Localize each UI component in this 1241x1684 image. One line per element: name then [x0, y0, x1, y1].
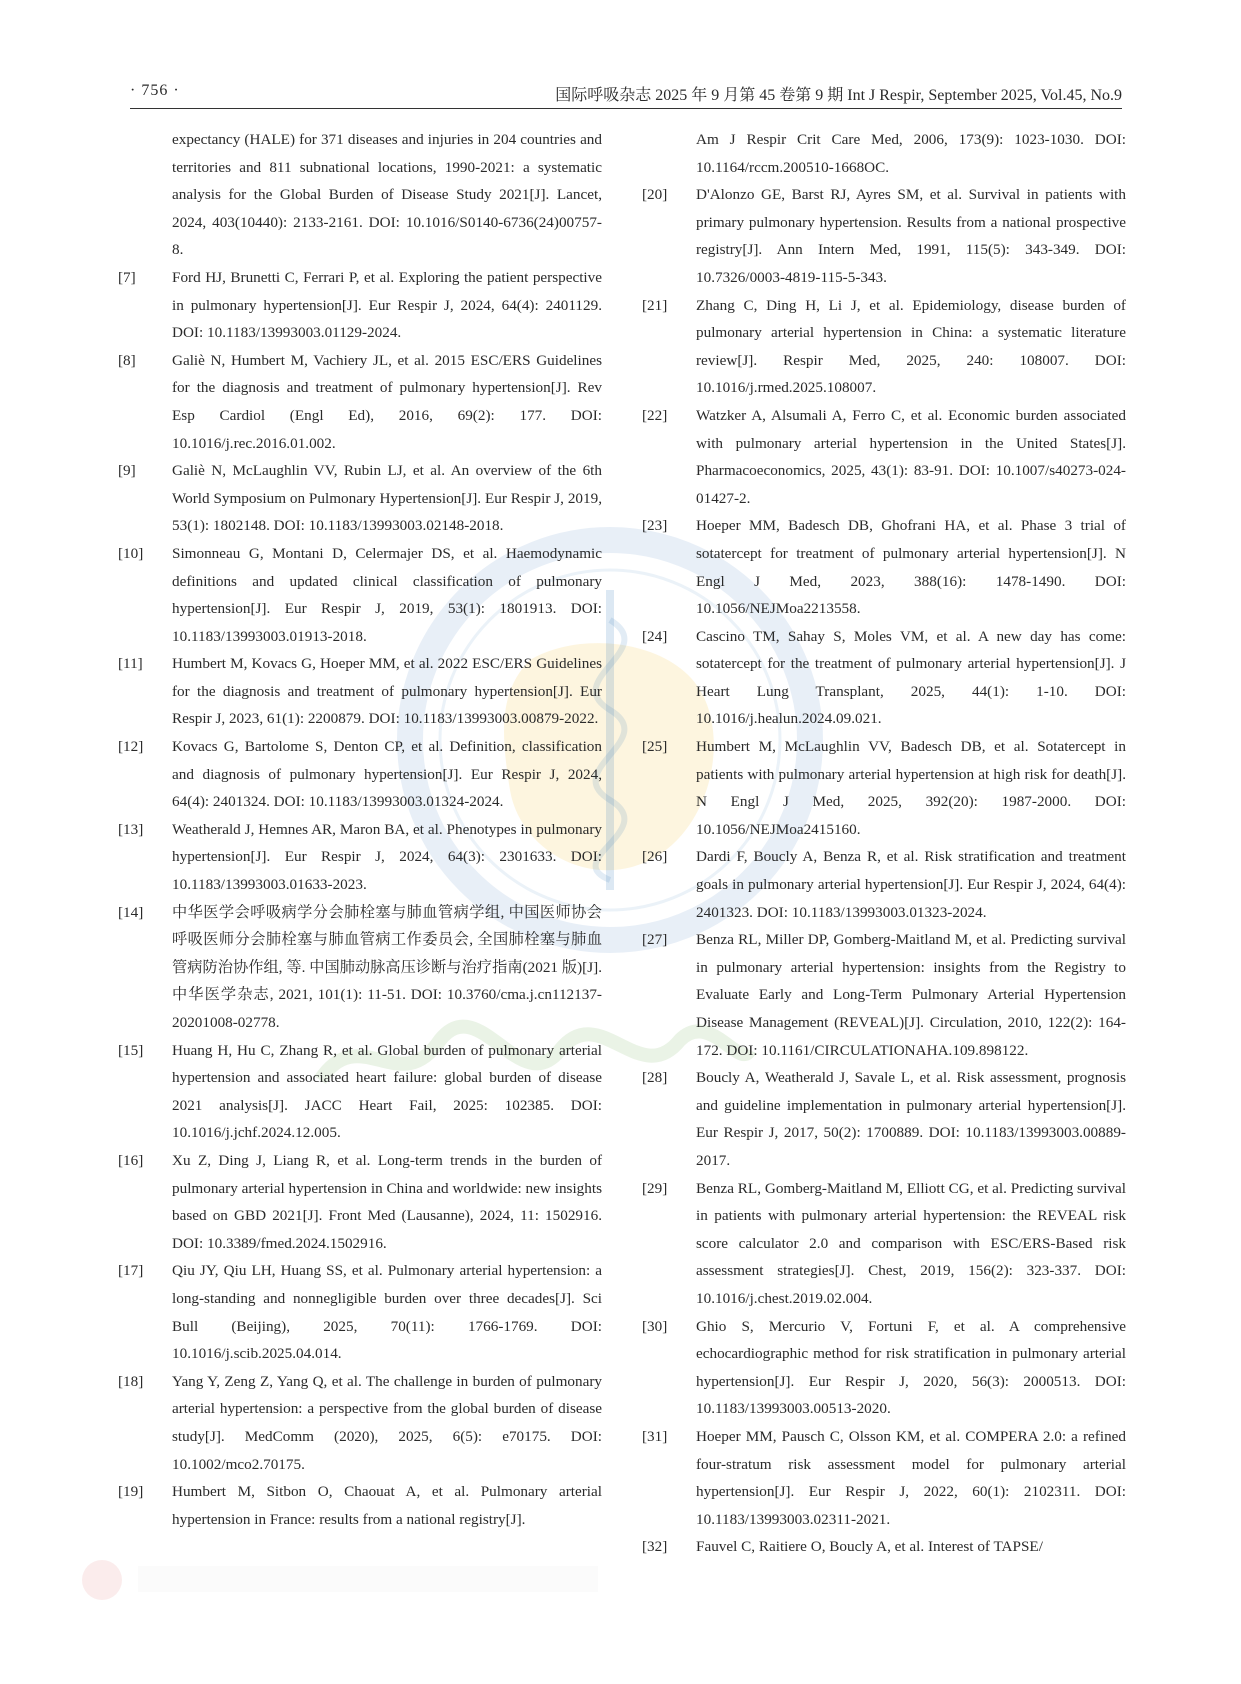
reference-text: Qiu JY, Qiu LH, Huang SS, et al. Pulmonary arterial hypertension: a long-standing and nonnegligible burden over three decades[J]. Sci Bull (Beijing), 2025, 70(11): 1766-1769. DOI: 10.1016/j.scib.2025.04.014. [172, 1262, 602, 1363]
references-right-column [642, 126, 1126, 1561]
reference-text: Watzker A, Alsumali A, Ferro C, et al. Economic burden associated with pulmonary arterial hypertension in the United States[J]. Pharmacoeconomics, 2025, 43(1): 83-91. DOI: 10.1007/s40273-024-01427-2. [696, 406, 1126, 507]
reference-item [118, 540, 602, 650]
reference-item [642, 402, 1126, 512]
reference-text: Ghio S, Mercurio V, Fortuni F, et al. A comprehensive echocardiographic method for risk stratification in pulmonary arterial hypertension[J]. Eur Respir J, 2020, 56(3): 2000513. DOI: 10.1183/13993003.00513-2020. [696, 1317, 1126, 1418]
reference-text: D'Alonzo GE, Barst RJ, Ayres SM, et al. Survival in patients with primary pulmonary hypertension. Results from a national prospective registry[J]. Ann Intern Med, 1991, 115(5): 343-349. DOI: 10.7326/0003-4819-115-5-343. [696, 186, 1126, 286]
reference-item [642, 1313, 1126, 1423]
reference-item [118, 733, 602, 816]
reference-number: [26] [642, 848, 668, 866]
reference-item [642, 126, 1126, 181]
reference-text: Hoeper MM, Badesch DB, Ghofrani HA, et al. Phase 3 trial of sotatercept for treatment of pulmonary arterial hypertension[J]. N Engl J Med, 2023, 388(16): 1478-1490. DOI: 10.1056/NEJMoa2213558. [696, 517, 1126, 618]
reference-item [642, 1175, 1126, 1313]
reference-text: Dardi F, Boucly A, Benza R, et al. Risk stratification and treatment goals in pulmonary arterial hypertension[J]. Eur Respir J, 2024, 64(4): 2401323. DOI: 10.1183/13993003.01323-2024. [696, 848, 1126, 921]
page-number: · 756 · [130, 82, 180, 99]
reference-item [642, 1064, 1126, 1174]
reference-item [118, 899, 602, 1037]
reference-text: Cascino TM, Sahay S, Moles VM, et al. A new day has come: sotatercept for the treatment of pulmonary arterial hypertension[J]. J Heart Lung Transplant, 2025, 44(1): 1-10. DOI: 10.1016/j.healun.2024.09.021. [696, 627, 1126, 728]
reference-item [642, 512, 1126, 622]
reference-item [118, 347, 602, 457]
reference-text: Yang Y, Zeng Z, Yang Q, et al. The challenge in burden of pulmonary arterial hypertension: a perspective from the global burden of disease study[J]. MedComm (2020), 2025, 6(5): e70175. DOI: 10.1002/mco2.70175. [172, 1372, 602, 1473]
page-header [130, 80, 1122, 109]
journal-citation: 国际呼吸杂志 2025 年 9 月第 45 卷第 9 期 Int J Respir, September 2025, Vol.45, No.9 [555, 87, 1122, 104]
reference-text: Benza RL, Gomberg-Maitland M, Elliott CG, et al. Predicting survival in patients with pulmonary arterial hypertension: the REVEAL risk score calculator 2.0 and comparison with ESC/ERS-Based risk assessment strategies[J]. Chest, 2019, 156(2): 323-337. DOI: 10.1016/j.chest.2019.02.004. [696, 1179, 1126, 1307]
reference-number: [7] [118, 268, 136, 286]
reference-number: [9] [118, 462, 136, 480]
reference-text: Am J Respir Crit Care Med, 2006, 173(9): 1023-1030. DOI: 10.1164/rccm.200510-1668OC. [696, 131, 1126, 176]
reference-number: [27] [642, 931, 668, 949]
reference-text: Xu Z, Ding J, Liang R, et al. Long-term trends in the burden of pulmonary arterial hypertension in China and worldwide: new insights based on GBD 2021[J]. Front Med (Lausanne), 2024, 11: 1502916. DOI: 10.3389/fmed.2024.1502916. [172, 1151, 602, 1252]
reference-number: [23] [642, 517, 668, 535]
reference-number: [31] [642, 1427, 668, 1445]
reference-number: [12] [118, 738, 144, 756]
reference-item [118, 816, 602, 899]
reference-item [118, 1368, 602, 1478]
reference-text: Galiè N, Humbert M, Vachiery JL, et al. 2015 ESC/ERS Guidelines for the diagnosis and treatment of pulmonary hypertension[J]. Rev Esp Cardiol (Engl Ed), 2016, 69(2): 177. DOI: 10.1016/j.rec.2016.01.002. [172, 351, 602, 452]
reference-number: [8] [118, 351, 136, 369]
reference-number: [28] [642, 1069, 668, 1087]
reference-text: Zhang C, Ding H, Li J, et al. Epidemiology, disease burden of pulmonary arterial hypertension in China: a systematic literature review[J]. Respir Med, 2025, 240: 108007. DOI: 10.1016/j.rmed.2025.108007. [696, 296, 1126, 397]
reference-item [642, 623, 1126, 733]
reference-text: Simonneau G, Montani D, Celermajer DS, et al. Haemodynamic definitions and updated clinical classification of pulmonary hypertension[J]. Eur Respir J, 2019, 53(1): 1801913. DOI: 10.1183/13993003.01913-2018. [172, 544, 602, 645]
reference-text: expectancy (HALE) for 371 diseases and injuries in 204 countries and territories and 811 subnational locations, 1990-2021: a systematic analysis for the Global Burden of Disease Study 2021[J]. Lancet, 2024, 403(10440): 2133-2161. DOI: 10.1016/S0140-6736(24)00757-8. [172, 131, 602, 259]
reference-item [642, 733, 1126, 843]
reference-number: [30] [642, 1317, 668, 1335]
reference-item [118, 126, 602, 264]
reference-item [642, 1423, 1126, 1533]
reference-number: [21] [642, 296, 668, 314]
reference-item [118, 1147, 602, 1257]
reference-item [118, 1257, 602, 1367]
reference-text: Galiè N, McLaughlin VV, Rubin LJ, et al. An overview of the 6th World Symposium on Pulmonary Hypertension[J]. Eur Respir J, 2019, 53(1): 1802148. DOI: 10.1183/13993003.02148-2018. [172, 462, 602, 535]
reference-item [642, 926, 1126, 1064]
reference-text: Ford HJ, Brunetti C, Ferrari P, et al. Exploring the patient perspective in pulmonary hypertension[J]. Eur Respir J, 2024, 64(4): 2401129. DOI: 10.1183/13993003.01129-2024. [172, 268, 602, 342]
reference-text: Fauvel C, Raitiere O, Boucly A, et al. Interest of TAPSE/ [696, 1538, 1043, 1556]
reference-number: [22] [642, 406, 668, 424]
reference-item [642, 181, 1126, 291]
references-left-column [118, 126, 602, 1533]
corner-logo-mark [78, 1552, 618, 1612]
reference-item [642, 1533, 1126, 1561]
reference-number: [16] [118, 1151, 144, 1169]
reference-text: Benza RL, Miller DP, Gomberg-Maitland M, et al. Predicting survival in pulmonary arterial hypertension: insights from the Registry to Evaluate Early and Long-Term Pulmonary Arterial Hypertension Disease Management (REVEAL)[J]. Circulation, 2010, 122(2): 164-172. DOI: 10.1161/CIRCULATIONAHA.109.898122. [696, 931, 1126, 1059]
reference-text: Humbert M, McLaughlin VV, Badesch DB, et al. Sotatercept in patients with pulmonary arterial hypertension at high risk for death[J]. N Engl J Med, 2025, 392(20): 1987-2000. DOI: 10.1056/NEJMoa2415160. [696, 738, 1126, 838]
reference-number: [15] [118, 1041, 144, 1059]
reference-item [118, 1478, 602, 1533]
reference-number: [25] [642, 738, 668, 756]
reference-text: Hoeper MM, Pausch C, Olsson KM, et al. COMPERA 2.0: a refined four-stratum risk assessment model for pulmonary arterial hypertension[J]. Eur Respir J, 2022, 60(1): 2102311. DOI: 10.1183/13993003.02311-2021. [696, 1427, 1126, 1528]
reference-text: Kovacs G, Bartolome S, Denton CP, et al. Definition, classification and diagnosis of pulmonary hypertension[J]. Eur Respir J, 2024, 64(4): 2401324. DOI: 10.1183/13993003.01324-2024. [172, 738, 602, 811]
reference-item [642, 843, 1126, 926]
reference-item [118, 264, 602, 347]
reference-item [642, 292, 1126, 402]
reference-number: [17] [118, 1262, 144, 1280]
reference-number: [29] [642, 1179, 668, 1197]
reference-number: [19] [118, 1483, 144, 1501]
reference-item [118, 1037, 602, 1147]
reference-text: Weatherald J, Hemnes AR, Maron BA, et al. Phenotypes in pulmonary hypertension[J]. Eur Respir J, 2024, 64(3): 2301633. DOI: 10.1183/13993003.01633-2023. [172, 820, 602, 894]
reference-text: Boucly A, Weatherald J, Savale L, et al. Risk assessment, prognosis and guideline implementation in pulmonary arterial hypertension[J]. Eur Respir J, 2017, 50(2): 1700889. DOI: 10.1183/13993003.00889-2017. [696, 1069, 1126, 1169]
reference-text: Huang H, Hu C, Zhang R, et al. Global burden of pulmonary arterial hypertension and associated heart failure: global burden of disease 2021 analysis[J]. JACC Heart Fail, 2025: 102385. DOI: 10.1016/j.jchf.2024.12.005. [172, 1041, 602, 1142]
reference-number: [13] [118, 820, 144, 838]
reference-number: [10] [118, 544, 144, 562]
reference-number: [32] [642, 1538, 668, 1556]
reference-number: [18] [118, 1372, 144, 1390]
reference-number: [11] [118, 655, 143, 673]
reference-number: [20] [642, 186, 668, 204]
reference-item [118, 650, 602, 733]
reference-number: [14] [118, 903, 144, 921]
reference-item [118, 457, 602, 540]
reference-text: 中华医学会呼吸病学分会肺栓塞与肺血管病学组, 中国医师协会呼吸医师分会肺栓塞与肺血管病工作委员会, 全国肺栓塞与肺血管病防治协作组, 等. 中国肺动脉高压诊断与治疗指南(2021 版)[J]. 中华医学杂志, 2021, 101(1): 11-51. DOI: 10.3760/cma.j.cn112137-20201008-02778. [172, 903, 602, 1031]
reference-text: Humbert M, Kovacs G, Hoeper MM, et al. 2022 ESC/ERS Guidelines for the diagnosis and treatment of pulmonary hypertension[J]. Eur Respir J, 2023, 61(1): 2200879. DOI: 10.1183/13993003.00879-2022. [172, 655, 602, 728]
reference-number: [24] [642, 627, 668, 645]
reference-text: Humbert M, Sitbon O, Chaouat A, et al. Pulmonary arterial hypertension in France: results from a national registry[J]. [172, 1483, 602, 1528]
